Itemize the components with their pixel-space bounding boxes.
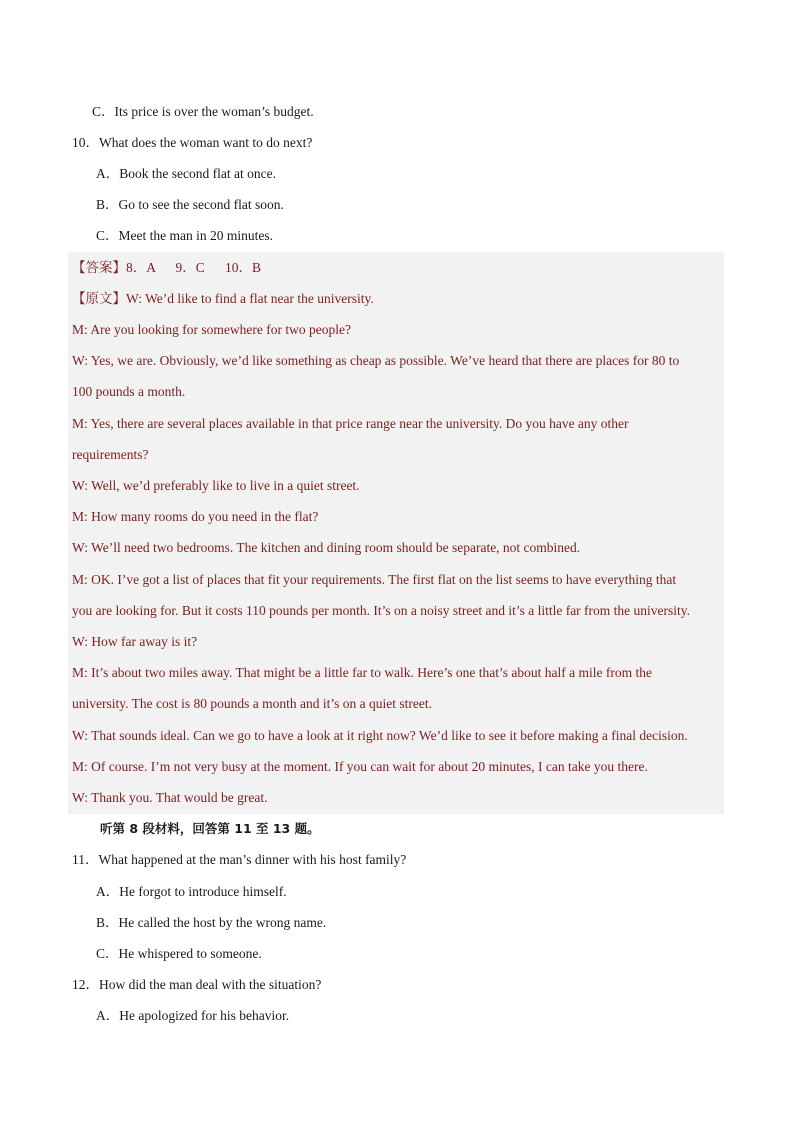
transcript-line: M: How many rooms do you need in the flat? bbox=[72, 509, 319, 524]
transcript-line: M: Are you looking for somewhere for two people? bbox=[72, 322, 351, 337]
q11-option-b: B．He called the host by the wrong name. bbox=[96, 915, 327, 930]
q9-option-c: C．Its price is over the woman’s budget. bbox=[92, 104, 314, 119]
section-instruction: 听第 8 段材料，回答第 11 至 13 题。 bbox=[100, 821, 320, 836]
transcript-line: W: That sounds ideal. Can we go to have a look at it right now? We’d like to see it before making a final decision. bbox=[72, 728, 688, 743]
transcript-line: W: We’d like to find a flat near the university. bbox=[126, 291, 374, 306]
q10-option-a: A．Book the second flat at once. bbox=[96, 166, 276, 181]
q10-question: 10．What does the woman want to do next? bbox=[72, 135, 313, 150]
q12-question: 12．How did the man deal with the situation? bbox=[72, 977, 322, 992]
answer-label: 【答案】 bbox=[72, 260, 126, 275]
transcript-line: you are looking for. But it costs 110 pounds per month. It’s on a noisy street and it’s a little far from the university. bbox=[72, 603, 691, 618]
transcript-line: W: We’ll need two bedrooms. The kitchen and dining room should be separate, not combined. bbox=[72, 540, 581, 555]
q10-option-b: B．Go to see the second flat soon. bbox=[96, 197, 284, 212]
q11-question: 11．What happened at the man’s dinner with his host family? bbox=[72, 852, 407, 867]
transcript-line: W: How far away is it? bbox=[72, 634, 198, 649]
transcript-line: M: Of course. I’m not very busy at the moment. If you can wait for about 20 minutes, I can take you there. bbox=[72, 759, 648, 774]
q10-option-c: C．Meet the man in 20 minutes. bbox=[96, 228, 273, 243]
transcript-line: university. The cost is 80 pounds a month and it’s on a quiet street. bbox=[72, 696, 432, 711]
answer-text: 8．A 9．C 10．B bbox=[126, 260, 262, 275]
transcript-line: 100 pounds a month. bbox=[72, 384, 186, 399]
transcript-line: M: It’s about two miles away. That might be a little far to walk. Here’s one that’s about half a mile from the bbox=[72, 665, 652, 680]
transcript-line: M: OK. I’ve got a list of places that fit your requirements. The first flat on the list seems to have everything that bbox=[72, 572, 677, 587]
transcript-line: M: Yes, there are several places available in that price range near the university. Do you have any other bbox=[72, 416, 629, 431]
transcript-label: 【原文】 bbox=[72, 291, 126, 306]
q11-option-c: C．He whispered to someone. bbox=[96, 946, 262, 961]
q12-option-a: A．He apologized for his behavior. bbox=[96, 1008, 290, 1023]
transcript-line: W: Yes, we are. Obviously, we’d like something as cheap as possible. We’ve heard that there are places for 80 to bbox=[72, 353, 680, 368]
answer-line bbox=[72, 258, 261, 278]
q11-option-a: A．He forgot to introduce himself. bbox=[96, 884, 287, 899]
transcript-line: requirements? bbox=[72, 447, 149, 462]
transcript-line-1 bbox=[72, 289, 374, 309]
transcript-line: W: Well, we’d preferably like to live in a quiet street. bbox=[72, 478, 360, 493]
transcript-line: W: Thank you. That would be great. bbox=[72, 790, 268, 805]
